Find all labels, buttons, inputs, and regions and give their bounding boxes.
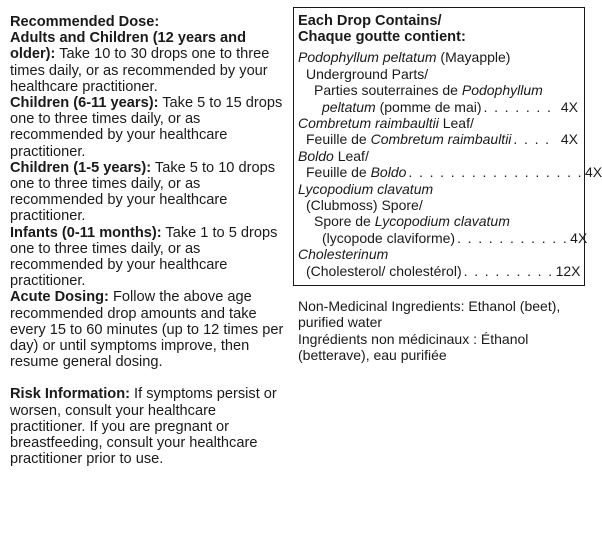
lycopodium-latin-fr: Lycopodium clavatum [374, 213, 510, 230]
podophyllum-common-fr: (pomme de mai) [375, 98, 482, 115]
non-medicinal-english: Non-Medicinal Ingredients: Ethanol (beet), purified water [298, 298, 561, 331]
boldo-potency: 4X [584, 164, 602, 181]
title-english: Each Drop Contains/ [298, 13, 442, 29]
boldo-part-en: Leaf/ [333, 147, 369, 164]
leader-dots: . . . . . . . . . . . . . . . . . [408, 164, 583, 181]
lycopodium-common-fr: (lycopode claviforme) [322, 229, 456, 246]
lycopodium-part-fr: Spore de [314, 213, 375, 230]
cholesterinum-common: (Cholesterol/ cholestérol) [306, 262, 462, 279]
ingredient-line [298, 82, 578, 98]
acute-dosing-label: Acute Dosing: [10, 289, 109, 306]
combretum-potency: 4X [560, 131, 578, 148]
leader-dots: . . . . [513, 131, 551, 148]
infants-text: Take 1 to 5 drops one to three times daily, or as recommended by your healthcare practitioner. [10, 224, 278, 290]
combretum-part-en: Leaf/ [438, 115, 474, 132]
podophyllum-latin-continued: peltatum [322, 98, 376, 115]
ingredient-line [298, 115, 578, 131]
adults-label: Adults and Children (12 years and older): [10, 30, 246, 63]
podophyllum-part-fr-latin: Podophyllum [461, 82, 543, 99]
children-1-5-label: Children (1-5 years): [10, 159, 152, 176]
cholesterinum-name: Cholesterinum [298, 246, 389, 263]
combretum-part-fr: Feuille de [306, 131, 371, 148]
lycopodium-potency: 4X [570, 229, 588, 246]
ingredient-line [298, 213, 578, 229]
title-french: Chaque goutte contient: [298, 29, 466, 46]
infants-label: Infants (0-11 months): [10, 224, 162, 241]
leader-dots: . . . . . . . . . [463, 262, 554, 279]
risk-information-label: Risk Information: [10, 386, 130, 403]
podophyllum-part-en: Underground Parts/ [306, 65, 429, 82]
podophyllum-name: Podophyllum peltatum [298, 49, 437, 66]
ingredient-line [298, 148, 578, 164]
children-1-5-text: Take 5 to 10 drops one to three times daily, or as recommended by your healthcare practitioner. [10, 159, 275, 225]
children-6-11-label: Children (6-11 years): [10, 95, 159, 112]
ingredient-line [298, 229, 588, 246]
acute-dosing-text: Follow the above age recommended drop amounts and take every 15 to 60 minutes (up to 12 times per day) or until symptoms improve, then resume general dosing. [10, 289, 284, 371]
lycopodium-name: Lycopodium clavatum [298, 180, 434, 197]
section-spacer [10, 370, 288, 386]
podophyllum-potency: 4X [560, 98, 578, 115]
podophyllum-part-fr: Parties souterraines de [314, 82, 462, 99]
ingredient-line [298, 246, 578, 262]
combretum-name: Combretum raimbaultii [298, 115, 439, 132]
ingredient-line [298, 164, 602, 181]
ingredient-line [298, 197, 578, 213]
adults-text: Take 10 to 30 drops one to three times daily, or as recommended by your healthcare practitioner. [10, 46, 270, 95]
recommended-dose-heading: Recommended Dose: [10, 14, 160, 30]
leader-dots: . . . . . . . . . . . [457, 229, 569, 246]
ingredient-line [298, 262, 581, 279]
ingredients-box-title [298, 13, 578, 45]
boldo-latin-fr: Boldo [370, 164, 407, 181]
risk-information-text: If symptoms persist or worsen, consult your healthcare practitioner. If you are pregnant or breastfeeding, consult your healthcare practitioner prior to use. [10, 386, 277, 468]
dosage-column [10, 14, 288, 467]
ingredient-line [298, 99, 578, 115]
non-medicinal-ingredients [298, 298, 588, 364]
ingredient-line [298, 49, 578, 65]
combretum-latin-fr: Combretum raimbaultii [370, 131, 512, 148]
recommended-dose-section [10, 14, 288, 370]
boldo-part-fr: Feuille de [306, 164, 371, 181]
ingredient-line [298, 131, 578, 147]
podophyllum-common: (Mayapple) [436, 49, 511, 66]
ingredients-box [293, 7, 602, 286]
lycopodium-part-en: (Clubmoss) Spore/ [306, 197, 423, 214]
ingredient-line [298, 181, 578, 197]
children-6-11-text: Take 5 to 15 drops one to three times daily, or as recommended by your healthcare practitioner. [10, 95, 283, 160]
cholesterinum-potency: 12X [555, 262, 581, 279]
boldo-name: Boldo [298, 147, 334, 164]
non-medicinal-french: Ingrédients non médicinaux : Éthanol (betterave), eau purifiée [298, 330, 529, 364]
ingredient-line [298, 66, 578, 82]
leader-dots: . . . . . . . [483, 98, 553, 115]
risk-information-section [10, 386, 288, 467]
